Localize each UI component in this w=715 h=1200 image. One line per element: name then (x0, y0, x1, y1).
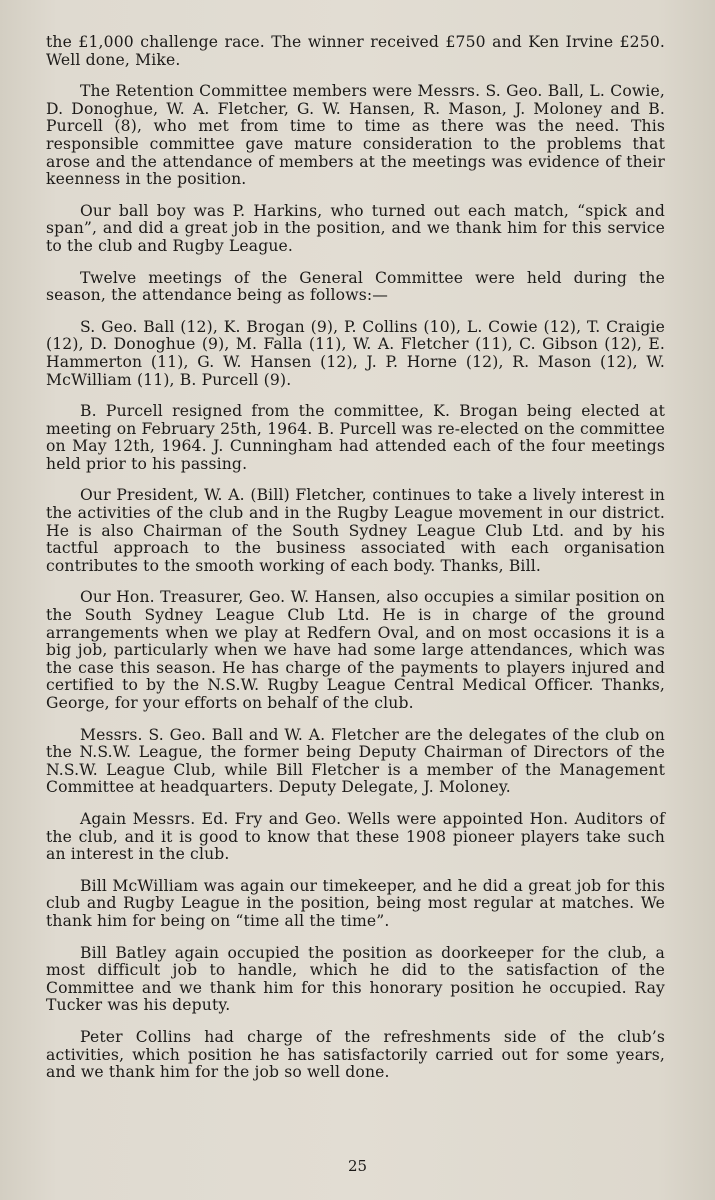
paragraph-auditors: Again Messrs. Ed. Fry and Geo. Wells were appointed Hon. Auditors of the club, and it is good to know that these 1908 pioneer players take such an interest in the club. (46, 809, 665, 864)
paragraph-attendance-list: S. Geo. Ball (12), K. Brogan (9), P. Collins (10), L. Cowie (12), T. Craigie (12), D. Donoghue (9), M. Falla (11), W. A. Fletcher (11), C. Gibson (12), E. Hammerton (11), G. W. Hansen (12), J. P. Horne (12), R. Mason (12), W. McWilliam (11), B. Purcell (9). (46, 317, 665, 389)
paragraph-refreshments: Peter Collins had charge of the refreshments side of the club’s activities, which position he has satisfactorily carried out for some years, and we thank him for the job so well done. (46, 1027, 665, 1082)
paragraph-race-prize: the £1,000 challenge race. The winner received £750 and Ken Irvine £250. Well done, Mike. (46, 33, 665, 69)
page-number: 25 (347, 1157, 368, 1175)
paragraph-timekeeper: Bill McWilliam was again our timekeeper, and he did a great job for this club and Rugby League in the position, being most regular at matches. We thank him for being on “time all the time”. (46, 876, 665, 930)
paragraph-general-committee-meetings: Twelve meetings of the General Committee were held during the season, the attendance being as follows:— (46, 268, 665, 305)
paragraph-purcell-resignation: B. Purcell resigned from the committee, K. Brogan being elected at meeting on February 25th, 1964. B. Purcell was re-elected on the committee on May 12th, 1964. J. Cunningham had attended each of the four meetings held prior to his passing. (46, 402, 665, 473)
paragraph-doorkeeper: Bill Batley again occupied the position as doorkeeper for the club, a most difficult job to handle, which he did to the satisfaction of the Committee and we thank him for this honorary position he occupied. Ray Tucker was his deputy. (46, 943, 665, 1015)
paragraph-retention-committee: The Retention Committee members were Messrs. S. Geo. Ball, L. Cowie, D. Donoghue, W. A. Fletcher, G. W. Hansen, R. Mason, J. Moloney and B. Purcell (8), who met from time to time as there was the need. This responsible committee gave mature consideration to the problems that arose and the attendance of members at the meetings was evidence of their keenness in the position. (46, 82, 665, 189)
paragraph-president: Our President, W. A. (Bill) Fletcher, continues to take a lively interest in the activities of the club and in the Rugby League movement in our district. He is also Chairman of the South Sydney League Club Ltd. and by his tactful approach to the business associated with each organisation contributes to the smooth working of each body. Thanks, Bill. (46, 486, 665, 575)
paragraph-treasurer: Our Hon. Treasurer, Geo. W. Hansen, also occupies a similar position on the South Sydney League Club Ltd. He is in charge of the ground arrangements when we play at Redfern Oval, and on most occasions it is a big job, particularly when we have had some large attendances, which was the case this season. He has charge of the payments to players injured and certified to by the N.S.W. Rugby League Central Medical Officer. Thanks, George, for your efforts on behalf of the club. (46, 588, 665, 712)
paragraph-delegates: Messrs. S. Geo. Ball and W. A. Fletcher are the delegates of the club on the N.S.W. League, the former being Deputy Chairman of Directors of the N.S.W. League Club, while Bill Fletcher is a member of the Management Committee at headquarters. Deputy Delegate, J. Moloney. (46, 725, 665, 797)
body-text (46, 34, 665, 1082)
paragraph-ball-boy: Our ball boy was P. Harkins, who turned out each match, “spick and span”, and did a great job in the position, and we thank him for this service to the club and Rugby League. (46, 201, 665, 255)
